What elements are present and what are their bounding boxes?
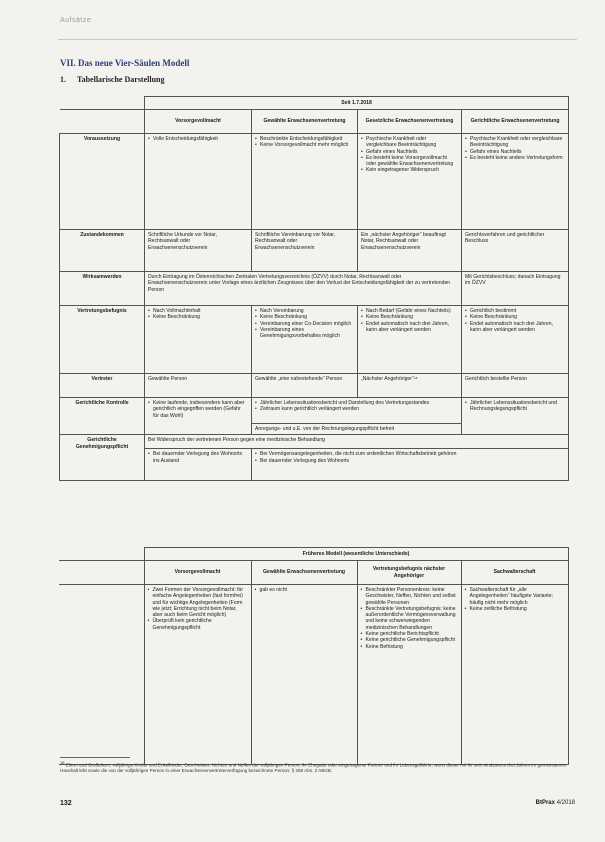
table-row (60, 134, 569, 230)
row-label: Vertretungsbefugnis (60, 306, 145, 374)
cell-text: Anregungs- und u.E. von der Rechnungslegungspflicht befreit (252, 424, 462, 435)
list-item: • Es besteht keine andere Vertretungsform (465, 155, 565, 161)
cell-text: Gerichtsverfahren und gerichtlicher Beschluss (462, 230, 569, 272)
list-item: • Jährlicher Lebenssituationsbericht und Darstellung des Vertretungsstandes (255, 400, 458, 406)
list-item: • Volle Entscheidungsfähigkeit (148, 136, 248, 142)
row-label: Gerichtliche Kontrolle (60, 398, 145, 435)
cell-list (465, 136, 565, 161)
running-head: Aufsätze (60, 17, 92, 24)
cell-text: Gerichtlich bestellte Person (462, 374, 569, 398)
subsection-title: Tabellarische Darstellung (77, 75, 165, 84)
col-header: Vertretungsbefugnis nächster Angehöriger (357, 561, 461, 585)
table-new-model (59, 96, 569, 481)
col-header: Sachwalterschaft (461, 561, 568, 585)
cell-list (255, 400, 458, 413)
list-item: • Keine laufende, insbesondere kann aber gerichtlich eingegriffen werden (Gefahr für das Wohl) (148, 400, 248, 419)
list-item: • Bei dauernder Verlegung des Wohnorts (255, 458, 565, 464)
row-label: Gerichtliche Genehmigungspflicht (60, 435, 145, 481)
table-row (60, 306, 569, 374)
cell-text: „Nächster Angehöriger“¹⁸ (358, 374, 462, 398)
table-old-model (59, 547, 569, 765)
cell-list (255, 587, 354, 593)
list-item: • Überprüft kein gerichtliche Genehmigungspflicht (148, 618, 248, 631)
list-item: • Endet automatisch nach drei Jahren, kann aber verlängert werden (465, 321, 565, 334)
cell-list (148, 451, 248, 464)
col-header: Gewählte Erwachsenenvertretung (251, 561, 357, 585)
col-header: Vorsorgevollmacht (145, 110, 252, 134)
list-item: • Psychische Krankheit oder vergleichbare Beeinträchtigung (465, 136, 565, 149)
list-item: • Zeitraum kann gerichtlich verlängert werden (255, 406, 458, 412)
list-item: • Bei dauernder Verlegung des Wohnorts ins Ausland (148, 451, 248, 464)
list-item: • Nach Bedarf (Gefahr eines Nachteils) (361, 308, 458, 314)
row-label: Vertreter (60, 374, 145, 398)
cell-text: Mit Gerichtsbeschluss; danach Eintragung im ÖZVV (462, 272, 569, 306)
list-item: • Vereinbarung einer Co-Decision möglich (255, 321, 354, 327)
cell-list (148, 587, 248, 631)
list-item: • Zwei Formen der Vorsorgevollmacht: für einfache Angelegenheiten (fast formfrei) und für wichtige Angelegenheiten (Form wie jetzt; Errichtung nicht beim Notar, aber auch beim Gericht möglich) (148, 587, 248, 618)
col-header: Gerichtliche Erwachsenenvertretung (462, 110, 569, 134)
list-item: • Sachwalterschaft für „alle Angelegenheiten“ häufigste Variante; häufig nicht mehr möglich (465, 587, 565, 606)
cell-text: Schriftliche Vereinbarung vor Notar, Rechtsanwalt oder Erwachsenenschutzverein (252, 230, 358, 272)
cell-list (255, 451, 565, 464)
list-item: • Beschränkte Vertretungsbefugnis: keine außerordentliche Vermögensverwaltung und keine schwerwiegenden medizinischen Behandlungen (361, 606, 458, 631)
footnote (60, 760, 575, 774)
cell-list (465, 308, 565, 333)
list-item: • Gerichtlich bestimmt (465, 308, 565, 314)
cell-list (255, 308, 354, 339)
list-item: • Nach Vereinbarung (255, 308, 354, 314)
cell-list (148, 136, 248, 142)
cell-text: Durch Eintragung im Österreichischen Zentralen Vertretungsverzeichnis (ÖZVV) durch Notar, Rechtsanwalt oder Erwachsenenschutzverein unter Vorlage eines ärztlichen Zeugnisses über den Verlust der Entscheidungsfähigkeit der zu vertretenden Person (145, 272, 462, 306)
list-item: • Vereinbarung eines Genehmigungsvorbehaltes möglich (255, 327, 354, 340)
subsection-heading (60, 75, 164, 84)
list-item: • Keine Beschränkung (148, 314, 248, 320)
list-item: • Nach Vollmachtinhalt (148, 308, 248, 314)
col-header: Vorsorgevollmacht (144, 561, 251, 585)
cell-list (148, 400, 248, 419)
footnote-text: Eltern und Großeltern, volljährige Kinder und Enkelkinder, Geschwister, Nichten und Neffen der volljährigen Person, ihr Ehegatte oder eingetragener Partner und ihr Lebensgefährte, wenn dieser mit ihr seit mindestens drei Jahren im gemeinsamen Haushalt lebt sowie die von der volljährigen Person in einer Erwachsenenvertreterverfügung bezeichnete Person; § 268 Abs. 2 ABGB. (60, 762, 567, 774)
header-rule (58, 39, 577, 40)
list-item: • Psychische Krankheit oder vergleichbare Beeinträchtigung (361, 136, 458, 149)
cell-list (148, 308, 248, 321)
cell-list (361, 587, 458, 650)
list-item: • Kein eingetragener Widerspruch (361, 167, 458, 173)
cell-text: Schriftliche Urkunde vor Notar, Rechtsanwalt oder Erwachsenenschutzverein (145, 230, 252, 272)
page-number: 132 (60, 800, 72, 807)
journal-name: BtPrax (535, 800, 555, 806)
table-row (60, 398, 569, 424)
list-item: • Keine Befristung (361, 644, 458, 650)
list-item: • Es besteht keine Vorsorgevollmacht oder gewählte Erwachsenenvertretung (361, 155, 458, 168)
journal-number: 4/2018 (556, 800, 575, 806)
list-item: • Beschränkter Personenkreis: keine Geschwister, Neffen, Nichten und selbst gewählte Personen (361, 587, 458, 606)
footnote-mark: 18 (60, 760, 65, 765)
list-item: • Keine Beschränkung (361, 314, 458, 320)
row-label: Zustandekommen (60, 230, 145, 272)
list-item: • Gefahr eines Nachteils (361, 149, 458, 155)
list-item: • Keine gerichtliche Genehmigungspflicht (361, 637, 458, 643)
list-item: • Keine gerichtliche Berichtspflicht (361, 631, 458, 637)
cell-list (255, 136, 354, 149)
cell-list (361, 136, 458, 174)
list-item: • Gefahr eines Nachteils (465, 149, 565, 155)
table-row (60, 374, 569, 398)
list-item: • gab es nicht (255, 587, 354, 593)
list-item: • Keine Beschränkung (465, 314, 565, 320)
cell-list (361, 308, 458, 333)
list-item: • Bei Vermögensangelegenheiten, die nicht zum ordentlichen Wirtschaftsbetrieb gehören (255, 451, 565, 457)
table-row (60, 230, 569, 272)
table-row (59, 585, 568, 765)
list-item: • Keine Beschränkung (255, 314, 354, 320)
list-item: • Jährlicher Lebenssituationsbericht und Rechnungslegungspflicht (465, 400, 565, 413)
col-header: Gesetzliche Erwachsenenvertretung (358, 110, 462, 134)
list-item: • Beschränkte Entscheidungsfähigkeit (255, 136, 354, 142)
list-item: • Keine zeitliche Befristung (465, 606, 565, 612)
cell-text: Gewählte „eine nahestehende“ Person (252, 374, 358, 398)
list-item: • Keine Vorsorgevollmacht mehr möglich (255, 142, 354, 148)
cell-text: Bei Widerspruch der vertretenen Person gegen eine medizinische Behandlung (145, 435, 569, 449)
table-row (60, 272, 569, 306)
row-label: Wirksamwerden (60, 272, 145, 306)
table1-header: Seit 1.7.2018 (145, 97, 569, 110)
row-label: Voraussetzung (60, 134, 145, 230)
col-header: Gewählte Erwachsenenvertretung (252, 110, 358, 134)
cell-text: Gewählte Person (145, 374, 252, 398)
cell-list (465, 587, 565, 612)
table-row (60, 435, 569, 449)
cell-list (465, 400, 565, 413)
journal-issue (536, 800, 575, 806)
table2-header: Früheres Modell (wesentliche Unterschiede) (144, 548, 568, 561)
subsection-number: 1. (60, 75, 66, 84)
section-title: VII. Das neue Vier-Säulen Modell (60, 58, 190, 68)
list-item: • Endet automatisch nach drei Jahren, kann aber verlängert werden (361, 321, 458, 334)
cell-text: Ein „nächster Angehöriger“ beauftragt Notar, Rechtsanwalt oder Erwachsenenschutzverein (358, 230, 462, 272)
footnote-rule (60, 757, 130, 758)
